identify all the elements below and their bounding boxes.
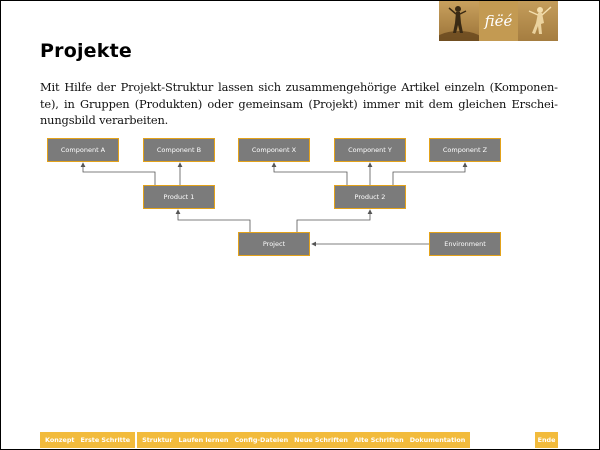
- node-component-y: Component Y: [334, 138, 406, 162]
- node-component-a: Component A: [47, 138, 119, 162]
- nav-link-laufen-lernen[interactable]: Laufen lernen: [178, 436, 229, 444]
- node-product-1: Product 1: [143, 185, 215, 209]
- nav-link-config-dateien[interactable]: Config-Dateien: [234, 436, 289, 444]
- node-component-x: Component X: [238, 138, 310, 162]
- edge-project-product2: [297, 210, 370, 232]
- node-component-z: Component Z: [429, 138, 501, 162]
- node-product-2: Product 2: [334, 185, 406, 209]
- footer-nav: [40, 432, 472, 448]
- nav-link-alte-schriften[interactable]: Alte Schriften: [353, 436, 404, 444]
- nav-link-struktur[interactable]: Struktur: [142, 436, 173, 444]
- edge-project-product1: [178, 210, 250, 232]
- node-project: Project: [238, 232, 310, 256]
- logo-text: fiëé: [484, 12, 513, 30]
- end-button[interactable]: Ende: [535, 432, 558, 448]
- nav-link-neue-schriften[interactable]: Neue Schriften: [294, 436, 348, 444]
- node-environment: Environment: [429, 232, 501, 256]
- nav-group-intro: [40, 432, 135, 448]
- node-component-b: Component B: [143, 138, 215, 162]
- edge-product1-component-a: [83, 163, 155, 185]
- nav-link-konzept[interactable]: Konzept: [45, 436, 75, 444]
- intro-paragraph: Mit Hilfe der Projekt-Struktur lassen sich zusammengehörige Artikel einzeln (Komponen te), in Gruppen (Produkten) oder gemeinsam (Projekt) immer mit dem gleichen Erschei nungsbild verarbeiten.: [40, 80, 558, 127]
- nav-link-dokumentation[interactable]: Dokumentation: [409, 436, 466, 444]
- page-title: Projekte: [40, 40, 132, 62]
- edge-product2-component-x: [274, 163, 347, 185]
- nav-link-erste-schritte[interactable]: Erste Schritte: [80, 436, 131, 444]
- nav-group-main: [137, 432, 470, 448]
- edge-product2-component-z: [393, 163, 465, 185]
